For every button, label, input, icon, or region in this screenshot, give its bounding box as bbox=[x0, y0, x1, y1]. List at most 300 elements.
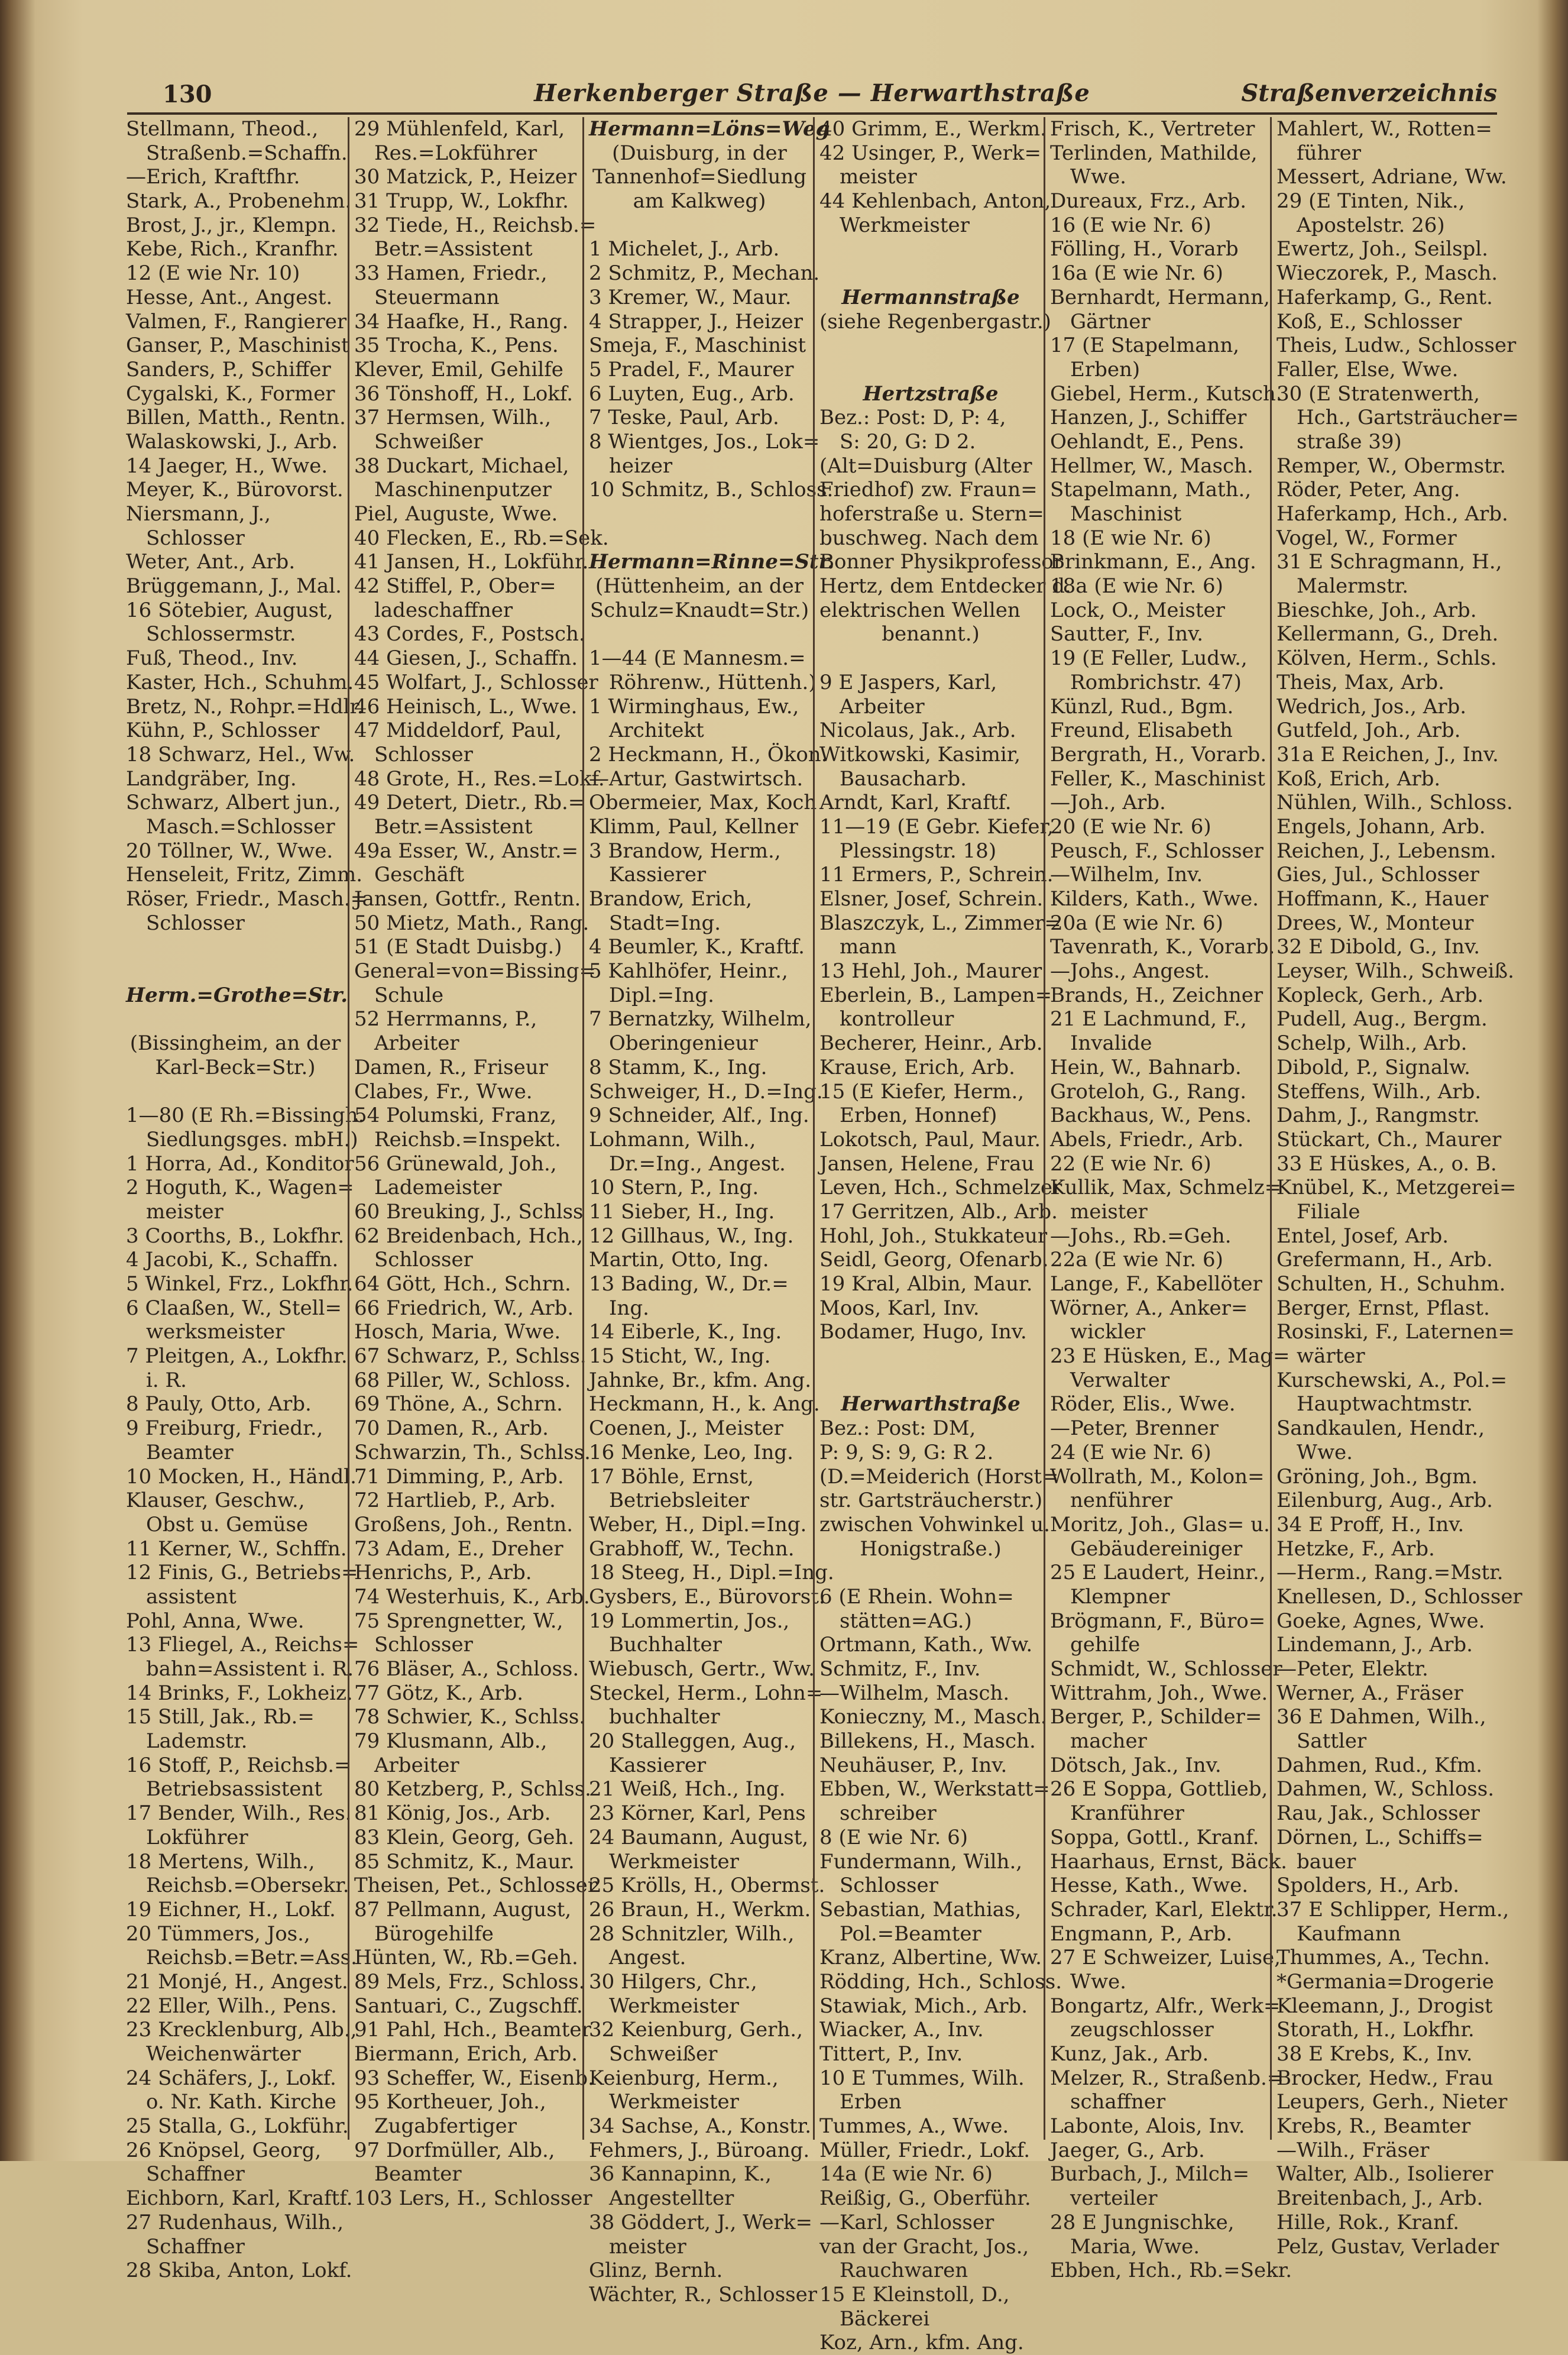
directory-entry: Hoffmann, K., Hauer bbox=[1277, 887, 1489, 911]
directory-entry: Pol.=Beamter bbox=[819, 1921, 981, 1946]
directory-entry: Tavenrath, K., Vorarb. bbox=[1050, 935, 1275, 959]
directory-entry: Wiebusch, Gertr., Ww. bbox=[589, 1657, 815, 1681]
directory-entry: Masch.=Schlosser bbox=[126, 814, 335, 839]
spacer bbox=[819, 358, 1042, 382]
directory-entry: schaffner bbox=[1050, 2090, 1166, 2114]
directory-entry: Dipl.=Ing. bbox=[589, 983, 714, 1007]
directory-entry: Henseleit, Fritz, Zimm. bbox=[126, 863, 363, 887]
directory-entry: Reißig, G., Oberführ. bbox=[819, 2186, 1031, 2211]
street-note: (siehe Regenbergastr.) bbox=[819, 309, 1051, 334]
directory-entry: Oberingenieur bbox=[589, 1031, 758, 1056]
directory-entry: 15 (E Kiefer, Herm., bbox=[819, 1079, 1025, 1104]
directory-entry: Sebastian, Mathias, bbox=[819, 1897, 1022, 1921]
directory-entry: Beamter bbox=[354, 2162, 462, 2186]
directory-entry: Siedlungsges. mbH.) bbox=[126, 1127, 358, 1151]
directory-entry: 17 Gerritzen, Alb., Arb. bbox=[819, 1199, 1058, 1224]
directory-entry: —Joh., Arb. bbox=[1050, 791, 1166, 815]
directory-entry: 30 (E Stratenwerth, bbox=[1277, 381, 1480, 406]
directory-entry: Brands, H., Zeichner bbox=[1050, 983, 1264, 1007]
directory-entry: Kaufmann bbox=[1277, 1921, 1401, 1946]
directory-entry: Bergrath, H., Vorarb. bbox=[1050, 742, 1267, 766]
directory-entry: 71 Dimming, P., Arb. bbox=[354, 1464, 564, 1489]
directory-entry: 12 (E wie Nr. 10) bbox=[126, 261, 300, 286]
directory-entry: Santuari, C., Zugschff. bbox=[354, 1994, 583, 2018]
directory-entry: 72 Hartlieb, P., Arb. bbox=[354, 1489, 556, 1513]
directory-entry: 37 Hermsen, Wilh., bbox=[354, 406, 552, 430]
directory-entry: Billekens, H., Masch. bbox=[819, 1729, 1036, 1754]
page-number: 130 bbox=[163, 80, 212, 108]
directory-entry: Res.=Lokführer bbox=[354, 141, 537, 165]
directory-entry: 16 (E wie Nr. 6) bbox=[1050, 213, 1211, 237]
street-note: benannt.) bbox=[882, 622, 980, 646]
directory-entry: Heckmann, H., k. Ang. bbox=[589, 1392, 820, 1416]
directory-entry: 31 E Schragmann, H., bbox=[1277, 550, 1502, 574]
directory-entry: 40 Flecken, E., Rb.=Sek. bbox=[354, 526, 609, 550]
directory-entry: Dibold, P., Signalw. bbox=[1277, 1055, 1470, 1079]
directory-entry: Abels, Friedr., Arb. bbox=[1050, 1127, 1244, 1151]
street-note: Schulz=Knaudt=Str.) bbox=[589, 598, 809, 622]
directory-entry: Haarhaus, Ernst, Bäck. bbox=[1050, 1849, 1287, 1874]
directory-entry: Peusch, F., Schlosser bbox=[1050, 839, 1264, 863]
directory-entry: Wollrath, M., Kolon= bbox=[1050, 1464, 1265, 1489]
directory-entry: 3 Coorths, B., Lokfhr. bbox=[126, 1224, 345, 1248]
directory-entry: Betriebsleiter bbox=[589, 1489, 750, 1513]
directory-entry: Berger, P., Schilder= bbox=[1050, 1705, 1262, 1729]
directory-entry: Beamter bbox=[126, 1440, 234, 1464]
directory-entry: 13 Fliegel, A., Reichs= bbox=[126, 1633, 359, 1657]
directory-entry: Theis, Ludw., Schlosser bbox=[1277, 334, 1517, 358]
column-2 bbox=[348, 117, 609, 2211]
directory-entry: Schelp, Wilh., Arb. bbox=[1277, 1031, 1467, 1056]
directory-entry: Röder, Elis., Wwe. bbox=[1050, 1392, 1236, 1416]
page-title: Herkenberger Straße — Herwarthstraße bbox=[534, 79, 1090, 107]
directory-entry: 85 Schmitz, K., Maur. bbox=[354, 1849, 575, 1874]
directory-entry: 38 Göddert, J., Werk= bbox=[589, 2210, 812, 2234]
directory-entry: 19 Lommertin, Jos., bbox=[589, 1609, 790, 1633]
directory-entry: 8 (E wie Nr. 6) bbox=[819, 1825, 968, 1849]
directory-entry: Kassierer bbox=[589, 1753, 707, 1777]
directory-entry: Kaster, Hch., Schuhm. bbox=[126, 670, 354, 694]
directory-entry: meister bbox=[819, 165, 917, 189]
column-5 bbox=[1044, 117, 1292, 2283]
directory-entry: 34 Sachse, A., Konstr. bbox=[589, 2114, 812, 2139]
directory-entry: 75 Sprengnetter, W., bbox=[354, 1609, 563, 1633]
directory-entry: Schlosser bbox=[126, 911, 245, 935]
directory-entry: 10 Schmitz, B., Schloss. bbox=[589, 478, 834, 502]
directory-entry: o. Nr. Kath. Kirche bbox=[126, 2090, 336, 2114]
directory-entry: Brocker, Hedw., Frau bbox=[1277, 2066, 1494, 2090]
street-note: Karl-Beck=Str.) bbox=[155, 1055, 316, 1079]
directory-entry: buschweg. Nach dem bbox=[819, 526, 1039, 550]
directory-entry: 14a (E wie Nr. 6) bbox=[819, 2162, 993, 2186]
directory-entry: Piel, Auguste, Wwe. bbox=[354, 502, 558, 526]
directory-entry: 20 (E wie Nr. 6) bbox=[1050, 814, 1211, 839]
directory-entry: Brüggemann, J., Mal. bbox=[126, 574, 342, 599]
directory-entry: Clabes, Fr., Wwe. bbox=[354, 1079, 533, 1104]
directory-entry: 15 Still, Jak., Rb.= bbox=[126, 1705, 315, 1729]
directory-entry: Valmen, F., Rangierer bbox=[126, 309, 347, 334]
directory-entry: Hanzen, J., Schiffer bbox=[1050, 406, 1247, 430]
directory-entry: Ortmann, Kath., Ww. bbox=[819, 1633, 1033, 1657]
directory-entry: 45 Wolfart, J., Schlosser bbox=[354, 670, 598, 694]
directory-entry: 60 Breuking, J., Schlss bbox=[354, 1199, 584, 1224]
directory-entry: 21 Monjé, H., Angest. bbox=[126, 1969, 348, 1994]
directory-entry: heizer bbox=[589, 454, 673, 478]
directory-entry: Schwarz, Albert jun., bbox=[126, 791, 341, 815]
directory-entry: i. R. bbox=[126, 1368, 187, 1392]
spacer bbox=[819, 1344, 1042, 1369]
directory-entry: Biermann, Erich, Arb. bbox=[354, 2042, 578, 2066]
directory-entry: Grabhoff, W., Techn. bbox=[589, 1536, 795, 1561]
directory-entry: Rauchwaren bbox=[819, 2259, 968, 2283]
directory-entry: 64 Gött, Hch., Schrn. bbox=[354, 1272, 571, 1296]
directory-entry: Kebe, Rich., Kranfhr. bbox=[126, 237, 339, 261]
directory-entry: 23 Krecklenburg, Alb., bbox=[126, 2018, 357, 2042]
directory-entry: Wwe. bbox=[1277, 1440, 1353, 1464]
directory-entry: 83 Klein, Georg, Geh. bbox=[354, 1825, 575, 1849]
directory-entry: Dörnen, L., Schiffs= bbox=[1277, 1825, 1483, 1849]
directory-entry: Becherer, Heinr., Arb. bbox=[819, 1031, 1043, 1056]
directory-entry: Giebel, Herm., Kutsch. bbox=[1050, 381, 1282, 406]
directory-entry: 20 Töllner, W., Wwe. bbox=[126, 839, 333, 863]
directory-entry: Lokführer bbox=[126, 1825, 248, 1849]
directory-entry: Klauser, Geschw., bbox=[126, 1489, 305, 1513]
spacer bbox=[819, 334, 1042, 358]
directory-entry: Hetzke, F., Arb. bbox=[1277, 1536, 1435, 1561]
directory-entry: Klever, Emil, Gehilfe bbox=[354, 357, 563, 381]
spacer bbox=[126, 959, 345, 984]
directory-entry: Feller, K., Maschinist bbox=[1050, 766, 1265, 791]
directory-entry: Klimm, Paul, Kellner bbox=[589, 814, 798, 839]
directory-entry: S: 20, G: D 2. bbox=[819, 429, 976, 454]
directory-entry: kontrolleur bbox=[819, 1007, 954, 1031]
directory-entry: 70 Damen, R., Arb. bbox=[354, 1416, 549, 1441]
directory-entry: Bongartz, Alfr., Werk= bbox=[1050, 1994, 1281, 2018]
directory-entry: 18 (E wie Nr. 6) bbox=[1050, 526, 1211, 550]
directory-entry: Rosinski, F., Laternen= bbox=[1277, 1320, 1515, 1344]
directory-entry: Sandkaulen, Hendr., bbox=[1277, 1416, 1485, 1441]
directory-entry: Schlosser bbox=[819, 1874, 938, 1898]
directory-entry: Lindemann, J., Arb. bbox=[1277, 1633, 1473, 1657]
directory-entry: Erben bbox=[819, 2090, 902, 2114]
street-heading: Hertzstraße bbox=[863, 381, 999, 406]
directory-entry: Witkowski, Kasimir, bbox=[819, 742, 1021, 766]
directory-entry: ladeschaffner bbox=[354, 598, 513, 622]
directory-entry: Melzer, R., Straßenb.= bbox=[1050, 2066, 1284, 2090]
directory-entry: 25 Krölls, H., Obermst. bbox=[589, 1874, 825, 1898]
directory-entry: Schulten, H., Schuhm. bbox=[1277, 1272, 1506, 1296]
directory-entry: Konieczny, M., Masch. bbox=[819, 1705, 1047, 1729]
directory-entry: 3 Kremer, W., Maur. bbox=[589, 285, 792, 309]
directory-entry: Röser, Friedr., Masch.= bbox=[126, 887, 368, 911]
directory-entry: Brinkmann, E., Ang. bbox=[1050, 550, 1256, 574]
directory-entry: Kölven, Herm., Schls. bbox=[1277, 646, 1497, 671]
directory-entry: meister bbox=[1050, 1199, 1148, 1224]
directory-entry: 8 Pauly, Otto, Arb. bbox=[126, 1392, 312, 1416]
directory-entry: 2 Hoguth, K., Wagen= bbox=[126, 1176, 354, 1200]
directory-entry: Bernhardt, Hermann, bbox=[1050, 285, 1270, 309]
directory-entry: 49 Detert, Dietr., Rb.= bbox=[354, 791, 585, 815]
directory-entry: Knübel, K., Metzgerei= bbox=[1277, 1176, 1517, 1200]
directory-entry: Koß, Erich, Arb. bbox=[1277, 766, 1441, 791]
directory-entry: 18a (E wie Nr. 6) bbox=[1050, 574, 1223, 599]
directory-entry: —Wilh., Fräser bbox=[1277, 2138, 1430, 2162]
directory-entry: 24 Schäfers, J., Lokf. bbox=[126, 2066, 336, 2090]
directory-entry: Damen, R., Friseur bbox=[354, 1055, 548, 1079]
directory-entry: 27 Rudenhaus, Wilh., bbox=[126, 2210, 344, 2234]
directory-entry: 18 Schwarz, Hel., Ww. bbox=[126, 742, 355, 766]
directory-entry: Obst u. Gemüse bbox=[126, 1512, 309, 1536]
directory-entry: 6 Luyten, Eug., Arb. bbox=[589, 381, 795, 406]
directory-entry: Schlosser bbox=[126, 526, 245, 550]
directory-entry: Kilders, Kath., Wwe. bbox=[1050, 887, 1259, 911]
directory-entry: 10 Stern, P., Ing. bbox=[589, 1176, 759, 1200]
directory-entry: 4 Beumler, K., Kraftf. bbox=[589, 935, 805, 959]
directory-entry: Steuermann bbox=[354, 285, 500, 309]
directory-entry: 18 Mertens, Wilh., bbox=[126, 1849, 315, 1874]
directory-entry: Gysbers, E., Bürovorst. bbox=[589, 1584, 825, 1609]
directory-entry: 3 Brandow, Herm., bbox=[589, 839, 781, 863]
directory-entry: 14 Jaeger, H., Wwe. bbox=[126, 454, 328, 478]
directory-entry: Schlosser bbox=[354, 742, 473, 766]
street-note: Honigstraße.) bbox=[860, 1536, 1002, 1561]
directory-entry: wickler bbox=[1050, 1320, 1145, 1344]
directory-entry: Burbach, J., Milch= bbox=[1050, 2162, 1250, 2186]
directory-entry: Filiale bbox=[1277, 1199, 1360, 1224]
directory-entry: Tummes, A., Wwe. bbox=[819, 2114, 1009, 2139]
spacer bbox=[819, 1561, 1042, 1585]
street-note: (Duisburg, in der bbox=[612, 141, 787, 165]
street-note: (Bissingheim, an der bbox=[129, 1031, 341, 1056]
directory-entry: Betr.=Assistent bbox=[354, 237, 533, 261]
directory-entry: Stadt=Ing. bbox=[589, 911, 721, 935]
directory-entry: Blaszczyk, L., Zimmer= bbox=[819, 911, 1061, 935]
directory-entry: 20a (E wie Nr. 6) bbox=[1050, 911, 1223, 935]
directory-entry: Maria, Wwe. bbox=[1050, 2234, 1200, 2259]
directory-entry: —Karl, Schlosser bbox=[819, 2210, 994, 2234]
directory-entry: Lademstr. bbox=[126, 1729, 248, 1754]
directory-entry: Nühlen, Wilh., Schloss. bbox=[1277, 791, 1513, 815]
street-note: (Hüttenheim, an der bbox=[595, 574, 804, 599]
directory-entry: 21 Weiß, Hch., Ing. bbox=[589, 1777, 786, 1801]
directory-entry: meister bbox=[126, 1199, 223, 1224]
directory-entry: 87 Pellmann, August, bbox=[354, 1897, 572, 1921]
directory-entry: Koß, E., Schlosser bbox=[1277, 309, 1462, 334]
directory-entry: Reichen, J., Lebensm. bbox=[1277, 839, 1496, 863]
directory-entry: Erben) bbox=[1050, 357, 1141, 381]
directory-entry: Engmann, P., Arb. bbox=[1050, 1921, 1233, 1946]
directory-entry: Hesse, Kath., Wwe. bbox=[1050, 1874, 1249, 1898]
directory-entry: Kassierer bbox=[589, 863, 707, 887]
directory-entry: macher bbox=[1050, 1729, 1147, 1754]
directory-entry: Messert, Adriane, Ww. bbox=[1277, 165, 1507, 189]
directory-entry: Schwarzin, Th., Schlss. bbox=[354, 1440, 591, 1464]
directory-entry: 31a E Reichen, J., Inv. bbox=[1277, 742, 1499, 766]
directory-entry: Kopleck, Gerh., Arb. bbox=[1277, 983, 1484, 1007]
directory-entry: Müller, Friedr., Lokf. bbox=[819, 2138, 1031, 2162]
page-header bbox=[127, 77, 1497, 115]
directory-entry: 23 Körner, Karl, Pens bbox=[589, 1801, 806, 1826]
directory-entry: Faller, Else, Wwe. bbox=[1277, 357, 1459, 381]
directory-entry: Geschäft bbox=[354, 863, 465, 887]
directory-entry: Ing. bbox=[589, 1296, 649, 1320]
directory-entry: 29 Mühlenfeld, Karl, bbox=[354, 117, 565, 141]
directory-entry: Moritz, Joh., Glas= u. bbox=[1050, 1512, 1270, 1536]
directory-entry: 4 Strapper, J., Heizer bbox=[589, 309, 804, 334]
directory-entry: Straßenb.=Schaffn. bbox=[126, 141, 348, 165]
directory-entry: Bürogehilfe bbox=[354, 1921, 494, 1946]
directory-entry: Terlinden, Mathilde, bbox=[1050, 141, 1258, 165]
directory-entry: Kranz, Albertine, Ww. bbox=[819, 1946, 1042, 1970]
directory-entry: Lange, F., Kabellöter bbox=[1050, 1272, 1262, 1296]
directory-entry: 56 Grünewald, Joh., bbox=[354, 1151, 557, 1176]
directory-entry: 38 E Krebs, K., Inv. bbox=[1277, 2042, 1473, 2066]
directory-entry: 26 E Soppa, Gottlieb, bbox=[1050, 1777, 1268, 1801]
directory-entry: Lademeister bbox=[354, 1176, 502, 1200]
directory-entry: 8 Wientges, Jos., Lok= bbox=[589, 429, 820, 454]
directory-entry: Reichsb.=Obersekr. bbox=[126, 1874, 349, 1898]
directory-entry: Landgräber, Ing. bbox=[126, 766, 297, 791]
directory-entry: Arndt, Karl, Kraftf. bbox=[819, 791, 1012, 815]
directory-entry: Röder, Peter, Ang. bbox=[1277, 478, 1460, 502]
directory-entry: Breitenbach, J., Arb. bbox=[1277, 2186, 1483, 2211]
directory-entry: —Artur, Gastwirtsch. bbox=[589, 766, 804, 791]
directory-entry: 30 Hilgers, Chr., bbox=[589, 1969, 757, 1994]
directory-entry: Stellmann, Theod., bbox=[126, 117, 319, 141]
directory-entry: Krebs, R., Beamter bbox=[1277, 2114, 1471, 2139]
directory-entry: Wedrich, Jos., Arb. bbox=[1277, 694, 1467, 719]
directory-entry: Werner, A., Fräser bbox=[1277, 1681, 1463, 1705]
directory-entry: 20 Stalleggen, Aug., bbox=[589, 1729, 796, 1754]
directory-entry: wärter bbox=[1277, 1344, 1365, 1369]
directory-entry: Schlosser bbox=[354, 1248, 473, 1272]
directory-entry: Steckel, Herm., Lohn= bbox=[589, 1681, 823, 1705]
directory-entry: Gebäudereiniger bbox=[1050, 1536, 1243, 1561]
directory-entry: 49a Esser, W., Anstr.= bbox=[354, 839, 579, 863]
directory-entry: Steffens, Wilh., Arb. bbox=[1277, 1079, 1482, 1104]
directory-entry: Dötsch, Jak., Inv. bbox=[1050, 1753, 1222, 1777]
directory-entry: Schule bbox=[354, 983, 444, 1007]
directory-entry: 9 E Jaspers, Karl, bbox=[819, 670, 997, 694]
directory-entry: stätten=AG.) bbox=[819, 1609, 972, 1633]
directory-entry: Angest. bbox=[589, 1946, 686, 1970]
directory-entry: Erben, Honnef) bbox=[819, 1104, 997, 1128]
directory-entry: Brögmann, F., Büro= bbox=[1050, 1609, 1266, 1633]
spacer bbox=[819, 261, 1042, 286]
directory-entry: verteiler bbox=[1050, 2186, 1158, 2211]
directory-entry: 97 Dorfmüller, Alb., bbox=[354, 2138, 555, 2162]
directory-entry: Schaffner bbox=[126, 2162, 245, 2186]
directory-entry: 7 Teske, Paul, Arb. bbox=[589, 406, 779, 430]
directory-entry: —Wilhelm, Inv. bbox=[1050, 863, 1203, 887]
directory-entry: Dureaux, Frz., Arb. bbox=[1050, 189, 1247, 213]
directory-entry: Hch., Gartsträucher= bbox=[1277, 406, 1519, 430]
directory-entry: straße 39) bbox=[1277, 429, 1402, 454]
directory-entry: 32 E Dibold, G., Inv. bbox=[1277, 935, 1480, 959]
directory-entry: Schrader, Karl, Elektr. bbox=[1050, 1897, 1278, 1921]
directory-entry: Rau, Jak., Schlosser bbox=[1277, 1801, 1480, 1826]
directory-entry: Sattler bbox=[1277, 1729, 1367, 1754]
directory-entry: 28 Skiba, Anton, Lokf. bbox=[126, 2259, 352, 2283]
directory-entry: 8 Stamm, K., Ing. bbox=[589, 1055, 767, 1079]
directory-entry: Nicolaus, Jak., Arb. bbox=[819, 719, 1016, 743]
directory-entry: 22a (E wie Nr. 6) bbox=[1050, 1248, 1223, 1272]
directory-entry: 5 Winkel, Frz., Lokfhr. bbox=[126, 1272, 354, 1296]
directory-entry: 17 Böhle, Ernst, bbox=[589, 1464, 754, 1489]
directory-entry: Eichborn, Karl, Kraftf. bbox=[126, 2186, 353, 2211]
directory-entry: Jansen, Helene, Frau bbox=[819, 1151, 1035, 1176]
directory-entry: 48 Grote, H., Res.=Lokf. bbox=[354, 766, 605, 791]
directory-entry: 43 Cordes, F., Postsch. bbox=[354, 622, 585, 646]
directory-entry: Bäckerei bbox=[819, 2307, 930, 2331]
directory-entry: Stückart, Ch., Maurer bbox=[1277, 1127, 1502, 1151]
directory-entry: 11 Kerner, W., Schffn. bbox=[126, 1536, 347, 1561]
directory-entry: Lokotsch, Paul, Maur. bbox=[819, 1127, 1041, 1151]
directory-entry: Meyer, K., Bürovorst. bbox=[126, 478, 344, 502]
directory-entry: Hein, W., Bahnarb. bbox=[1050, 1055, 1242, 1079]
spacer bbox=[589, 213, 810, 238]
directory-entry: 1—44 (E Mannesm.= bbox=[589, 646, 806, 671]
spacer bbox=[126, 935, 345, 959]
directory-entry: werksmeister bbox=[126, 1320, 285, 1344]
directory-entry: 35 Trocha, K., Pens. bbox=[354, 334, 559, 358]
directory-entry: Maschinist bbox=[1050, 502, 1182, 526]
directory-entry: Labonte, Alois, Inv. bbox=[1050, 2114, 1245, 2139]
directory-entry: Eberlein, B., Lampen= bbox=[819, 983, 1052, 1007]
directory-entry: Brost, J., jr., Klempn. bbox=[126, 213, 337, 237]
directory-entry: Schaffner bbox=[126, 2234, 245, 2259]
directory-entry: 78 Schwier, K., Schlss. bbox=[354, 1705, 586, 1729]
directory-entry: Hellmer, W., Masch. bbox=[1050, 454, 1253, 478]
directory-entry: Drees, W., Monteur bbox=[1277, 911, 1474, 935]
directory-entry: Kühn, P., Schlosser bbox=[126, 719, 320, 743]
directory-entry: Betriebsassistent bbox=[126, 1777, 323, 1801]
directory-entry: (Alt=Duisburg (Alter bbox=[819, 454, 1032, 478]
street-note: am Kalkweg) bbox=[633, 189, 766, 213]
directory-entry: Walter, Alb., Isolierer bbox=[1277, 2162, 1494, 2186]
directory-entry: Schlosser bbox=[354, 1633, 473, 1657]
directory-entry: Schweiger, H., D.=Ing. bbox=[589, 1079, 823, 1104]
directory-entry: 32 Tiede, H., Reichsb.= bbox=[354, 213, 597, 237]
directory-entry: Henrichs, P., Arb. bbox=[354, 1561, 532, 1585]
directory-entry: Jaeger, G., Arb. bbox=[1050, 2138, 1205, 2162]
directory-entry: Elsner, Josef, Schrein. bbox=[819, 887, 1044, 911]
directory-entry: Spolders, H., Arb. bbox=[1277, 1874, 1460, 1898]
column-4 bbox=[813, 117, 1071, 2355]
directory-entry: 1 Wirminghaus, Ew., bbox=[589, 694, 799, 719]
directory-entry: 21 E Lachmund, F., bbox=[1050, 1007, 1247, 1031]
directory-entry: Bonner Physikprofessor bbox=[819, 550, 1064, 574]
directory-entry: Fundermann, Wilh., bbox=[819, 1849, 1023, 1874]
directory-entry: Keienburg, Herm., bbox=[589, 2066, 779, 2090]
directory-entry: Schmidt, W., Schlosser bbox=[1050, 1657, 1282, 1681]
directory-entry: Zugabfertiger bbox=[354, 2114, 517, 2139]
directory-entry: 44 Kehlenbach, Anton, bbox=[819, 189, 1051, 213]
directory-entry: Kellermann, G., Dreh. bbox=[1277, 622, 1499, 646]
spacer bbox=[126, 1080, 345, 1104]
directory-entry: führer bbox=[1277, 141, 1362, 165]
directory-entry: 67 Schwarz, P., Schlss. bbox=[354, 1344, 587, 1369]
directory-entry: Friedhof) zw. Fraun= bbox=[819, 478, 1038, 502]
directory-entry: 33 Hamen, Friedr., bbox=[354, 261, 547, 286]
directory-entry: 11—19 (E Gebr. Kiefer, bbox=[819, 814, 1054, 839]
directory-entry: 10 Mocken, H., Händl. bbox=[126, 1464, 357, 1489]
directory-entry: Soppa, Gottl., Kranf. bbox=[1050, 1825, 1259, 1849]
directory-entry: 1—80 (E Rh.=Bissingh. bbox=[126, 1104, 365, 1128]
directory-entry: 24 (E wie Nr. 6) bbox=[1050, 1440, 1211, 1464]
directory-entry: Koz, Arn., kfm. Ang. bbox=[819, 2331, 1024, 2355]
directory-entry: Martin, Otto, Ing. bbox=[589, 1248, 769, 1272]
